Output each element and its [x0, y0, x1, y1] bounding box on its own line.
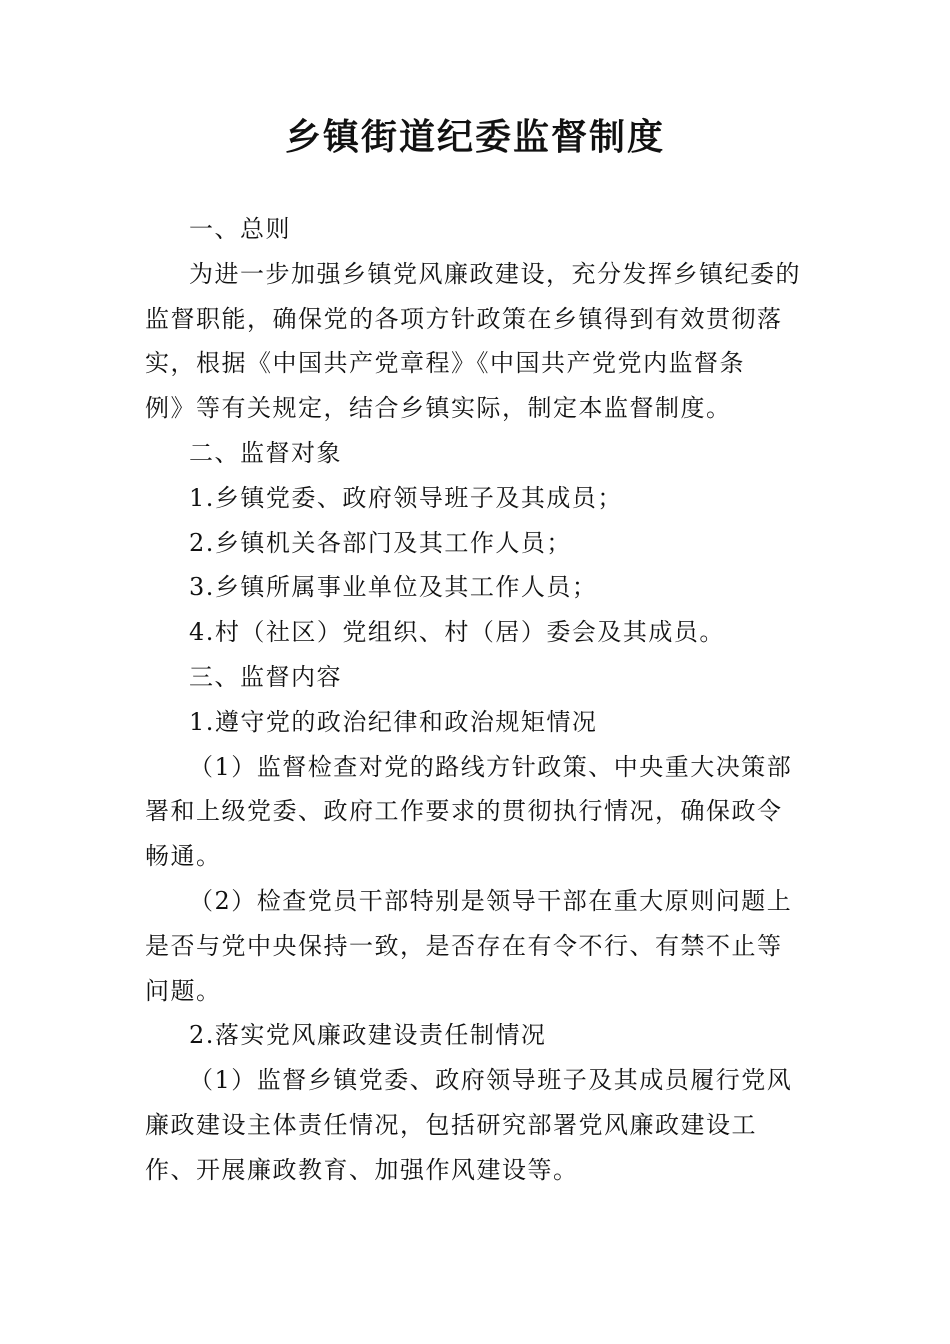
- paragraph-line: （1）监督检查对党的路线方针政策、中央重大决策部: [189, 752, 793, 781]
- paragraph-line: 廉政建设主体责任情况，包括研究部署党风廉政建设工: [145, 1110, 757, 1139]
- list-item: 1.乡镇党委、政府领导班子及其成员；: [189, 483, 623, 512]
- list-item: 2.乡镇机关各部门及其工作人员；: [189, 528, 572, 557]
- paragraph-line: 为进一步加强乡镇党风廉政建设，充分发挥乡镇纪委的: [189, 259, 801, 288]
- paragraph-line: 作、开展廉政教育、加强作风建设等。: [145, 1155, 579, 1184]
- section-heading: 三、监督内容: [189, 662, 342, 691]
- section-heading: 一、总则: [189, 215, 291, 243]
- document-body: [145, 207, 815, 1193]
- paragraph-line: 是否与党中央保持一致，是否存在有令不行、有禁不止等: [145, 931, 783, 960]
- paragraph-line: 问题。: [145, 976, 222, 1005]
- paragraph-line: 署和上级党委、政府工作要求的贯彻执行情况，确保政令: [145, 797, 783, 826]
- list-item: 4.村（社区）党组织、村（居）委会及其成员。: [189, 618, 725, 647]
- paragraph-line: （2）检查党员干部特别是领导干部在重大原则问题上: [189, 886, 793, 915]
- paragraph-line: 例》等有关规定，结合乡镇实际，制定本监督制度。: [145, 394, 732, 423]
- section-heading: 二、监督对象: [189, 438, 342, 467]
- paragraph-line: 实，根据《中国共产党章程》《中国共产党党内监督条: [145, 349, 745, 378]
- paragraph-line: （1）监督乡镇党委、政府领导班子及其成员履行党风: [189, 1066, 793, 1095]
- paragraph-line: 监督职能，确保党的各项方针政策在乡镇得到有效贯彻落: [145, 304, 783, 333]
- subsection-heading: 1.遵守党的政治纪律和政治规矩情况: [189, 707, 598, 736]
- document-title: 乡镇街道纪委监督制度: [284, 117, 665, 158]
- subsection-heading: 2.落实党风廉政建设责任制情况: [189, 1021, 547, 1050]
- paragraph-line: 畅通。: [145, 842, 222, 871]
- list-item: 3.乡镇所属事业单位及其工作人员；: [189, 573, 598, 602]
